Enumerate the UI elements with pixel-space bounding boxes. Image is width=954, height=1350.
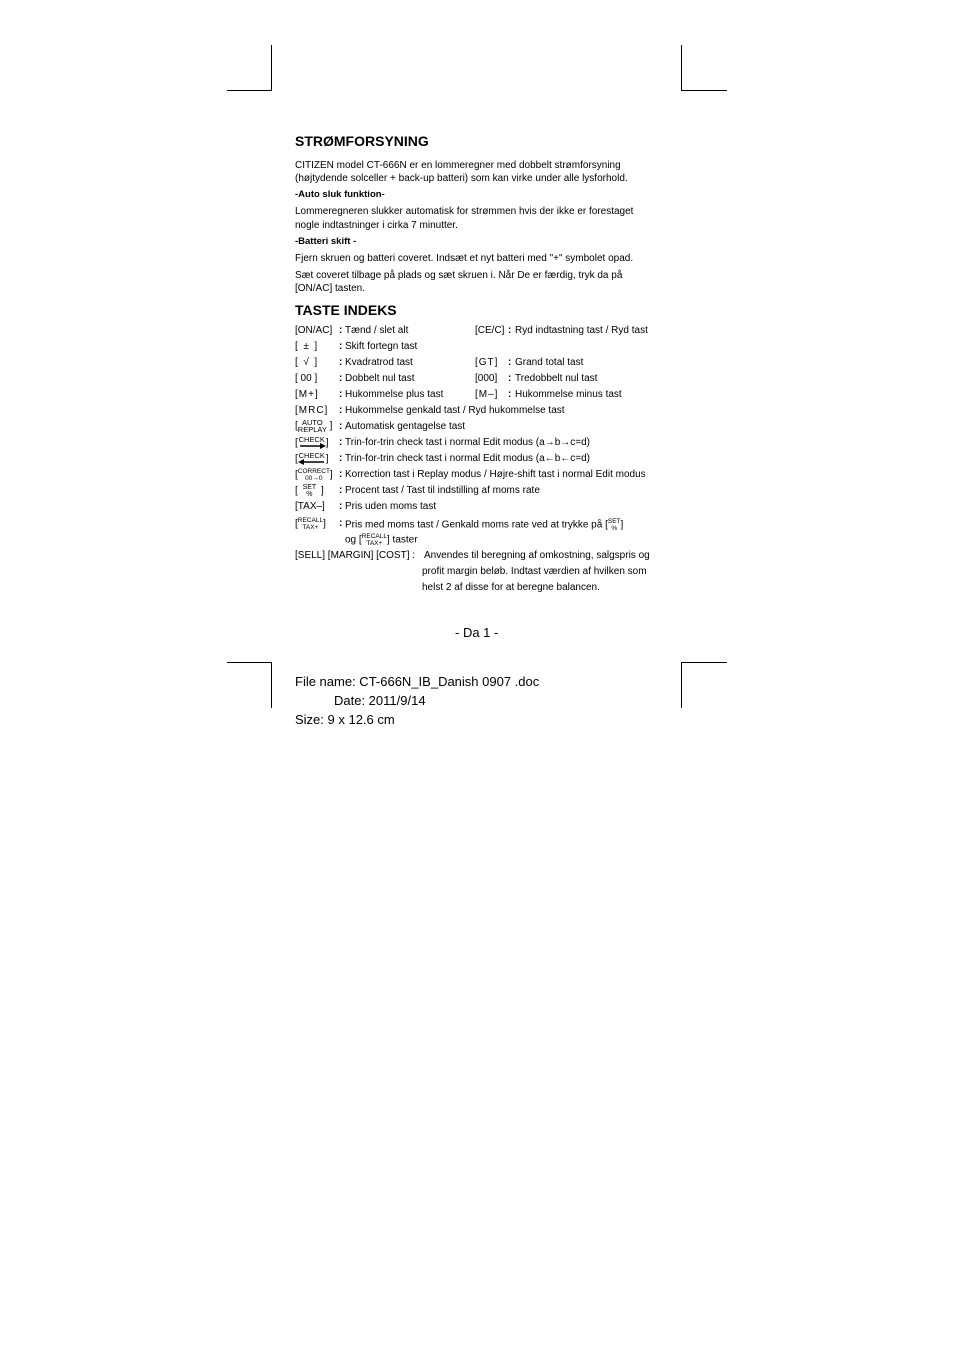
key-on-ac: [ON/AC] bbox=[295, 325, 333, 336]
colon: : bbox=[339, 469, 343, 480]
key-check-forward-label: CHECK bbox=[298, 435, 325, 444]
colon: : bbox=[339, 405, 343, 416]
desc-on-ac: Tænd / slet alt bbox=[345, 325, 409, 336]
desc-triple-zero: Tredobbelt nul tast bbox=[515, 373, 598, 384]
battery-heading: -Batteri skift - bbox=[295, 236, 357, 247]
colon: : bbox=[339, 421, 343, 432]
desc-m-minus: Hukommelse minus tast bbox=[515, 389, 622, 400]
crop-mark-top-left-h bbox=[227, 90, 272, 91]
desc-plus-minus: Skift fortegn tast bbox=[345, 341, 418, 352]
key-correct-top: CORRECT bbox=[297, 468, 330, 475]
crop-mark-top-right-h bbox=[681, 90, 727, 91]
inline-recall-top: RECALL bbox=[361, 533, 387, 540]
section-title-key-index: TASTE INDEKS bbox=[295, 302, 397, 318]
desc-recall-tail: ] bbox=[620, 519, 624, 531]
desc-sell-line-2: profit margin beløb. Indtast værdien af hvilken som bbox=[422, 566, 647, 577]
intro-line-1: CITIZEN model CT-666N er en lommeregner med dobbelt strømforsyning bbox=[295, 160, 621, 171]
colon: : bbox=[339, 341, 343, 352]
inline-recall-bottom: TAX+ bbox=[366, 540, 383, 547]
key-mrc: [MRC] bbox=[295, 405, 329, 416]
desc-check-backward: Trin-for-trin check tast i normal Edit modus (a←b←c=d) bbox=[345, 453, 590, 464]
desc-recall-continuation bbox=[345, 533, 418, 547]
desc-gt: Grand total tast bbox=[515, 357, 584, 368]
desc-sell-line-3: helst 2 af disse for at beregne balancen. bbox=[422, 582, 600, 593]
key-recall-tax-plus: [RECALL TAX+ ] bbox=[295, 517, 326, 531]
key-auto-replay-bottom: REPLAY bbox=[297, 425, 327, 434]
key-m-minus: [M–] bbox=[475, 389, 499, 400]
key-ce-c: [CE/C] bbox=[475, 325, 505, 336]
battery-line-3: [ON/AC] tasten. bbox=[295, 283, 366, 294]
footer-file-name: File name: CT-666N_IB_Danish 0907 .doc bbox=[295, 674, 540, 689]
key-m-plus: [M+] bbox=[295, 389, 319, 400]
key-set-bottom: % bbox=[306, 491, 313, 498]
key-check-backward-label: CHECK bbox=[298, 451, 325, 460]
section-title-power: STRØMFORSYNING bbox=[295, 133, 429, 149]
colon: : bbox=[339, 373, 343, 384]
colon: : bbox=[339, 453, 343, 464]
battery-line-2: Sæt coveret tilbage på plads og sæt skruen i. Når De er færdig, tryk da på bbox=[295, 270, 623, 281]
crop-mark-bottom-left-v bbox=[271, 662, 272, 708]
arrow-right-icon bbox=[298, 443, 326, 449]
desc-recall-text: Pris med moms tast / Genkald moms rate ved at trykke på [ bbox=[345, 519, 608, 531]
cont-post: ] taster bbox=[386, 534, 418, 546]
key-set-percent: [ SET % ] bbox=[295, 484, 324, 498]
crop-mark-bottom-right-v bbox=[681, 662, 682, 708]
colon: : bbox=[339, 357, 343, 368]
colon: : bbox=[339, 325, 343, 336]
desc-double-zero: Dobbelt nul tast bbox=[345, 373, 415, 384]
colon: : bbox=[508, 325, 512, 336]
crop-mark-bottom-right-h bbox=[681, 662, 727, 663]
colon: : bbox=[339, 485, 343, 496]
auto-off-line-2: nogle indtastninger i cirka 7 minutter. bbox=[295, 220, 458, 231]
key-tax-minus: [TAX–] bbox=[295, 501, 325, 512]
auto-off-heading: -Auto sluk funktion- bbox=[295, 189, 385, 200]
desc-sell-line-1: Anvendes til beregning af omkostning, salgspris og bbox=[424, 550, 650, 561]
footer-size: Size: 9 x 12.6 cm bbox=[295, 712, 395, 727]
crop-mark-top-left-v bbox=[271, 45, 272, 90]
key-double-zero: [ 00 ] bbox=[295, 373, 318, 384]
key-auto-replay: [ AUTO REPLAY ] bbox=[295, 418, 333, 434]
auto-off-line-1: Lommeregneren slukker automatisk for strømmen hvis der ikke er forestaget bbox=[295, 206, 634, 217]
colon: : bbox=[339, 518, 343, 529]
colon: : bbox=[508, 389, 512, 400]
key-auto-replay-top: AUTO bbox=[301, 418, 323, 427]
colon: : bbox=[508, 357, 512, 368]
inline-set-bottom: % bbox=[611, 525, 618, 532]
battery-line-1: Fjern skruen og batteri coveret. Indsæt et nyt batteri med "+" symbolet opad. bbox=[295, 253, 634, 264]
desc-set-percent: Procent tast / Tast til indstilling af moms rate bbox=[345, 485, 540, 496]
key-correct: [CORRECT 00→0 ] bbox=[295, 468, 333, 482]
arrow-left-icon bbox=[298, 459, 326, 465]
cont-pre: og [ bbox=[345, 534, 362, 546]
desc-mrc: Hukommelse genkald tast / Ryd hukommelse tast bbox=[345, 405, 565, 416]
crop-mark-bottom-left-h bbox=[227, 662, 272, 663]
desc-auto-replay: Automatisk gentagelse tast bbox=[345, 421, 466, 432]
key-sell-margin-cost: [SELL] [MARGIN] [COST] : bbox=[295, 550, 416, 561]
colon: : bbox=[508, 373, 512, 384]
key-check-backward: [CHECK ] bbox=[295, 451, 329, 465]
inline-set-top: SET bbox=[607, 518, 621, 525]
desc-square-root: Kvadratrod tast bbox=[345, 357, 413, 368]
desc-check-forward: Trin-for-trin check tast i normal Edit modus (a→b→c=d) bbox=[345, 437, 590, 448]
colon: : bbox=[339, 501, 343, 512]
key-square-root: [ √ ] bbox=[295, 357, 318, 368]
desc-recall-tax-plus bbox=[345, 518, 623, 532]
desc-correct: Korrection tast i Replay modus / Højre-shift tast i normal Edit modus bbox=[345, 469, 646, 480]
key-check-forward: [CHECK ] bbox=[295, 435, 329, 449]
footer-date: Date: 2011/9/14 bbox=[334, 693, 426, 708]
key-correct-bottom: 00→0 bbox=[305, 475, 323, 482]
desc-m-plus: Hukommelse plus tast bbox=[345, 389, 444, 400]
crop-mark-top-right-v bbox=[681, 45, 682, 90]
desc-ce-c: Ryd indtastning tast / Ryd tast bbox=[515, 325, 648, 336]
key-gt: [GT] bbox=[475, 357, 499, 368]
colon: : bbox=[339, 389, 343, 400]
key-set-top: SET bbox=[302, 484, 317, 491]
key-triple-zero: [000] bbox=[475, 373, 498, 384]
key-plus-minus: [ ± ] bbox=[295, 341, 318, 352]
colon: : bbox=[339, 437, 343, 448]
page-number: - Da 1 - bbox=[455, 625, 499, 640]
key-recall-top: RECALL bbox=[297, 517, 324, 524]
key-recall-bottom: TAX+ bbox=[302, 524, 319, 531]
intro-line-2: (højtydende solceller + back-up batteri) som kan virke under alle lysforhold. bbox=[295, 173, 628, 184]
desc-tax-minus: Pris uden moms tast bbox=[345, 501, 437, 512]
